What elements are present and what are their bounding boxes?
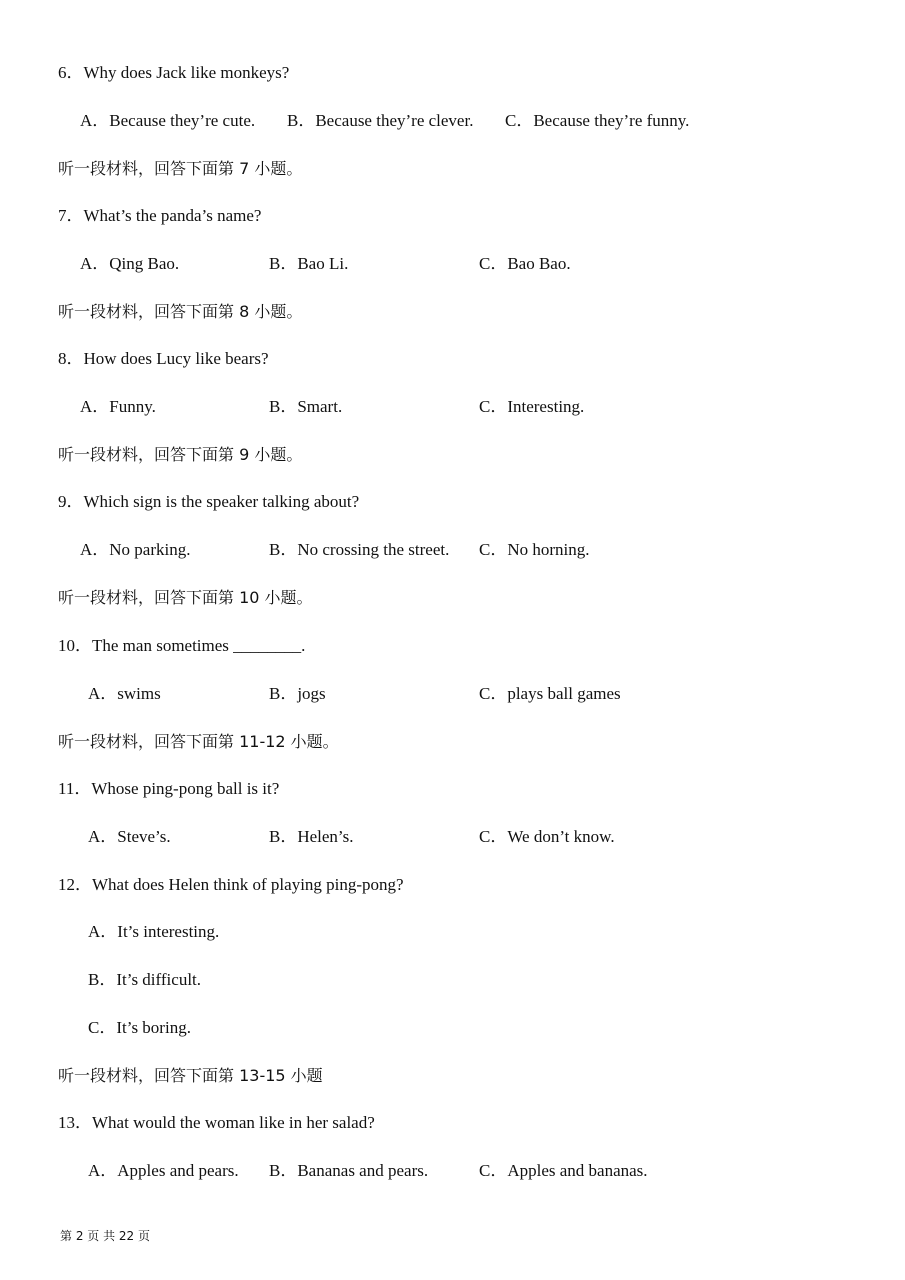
instruction-10: 听一段材料，回答下面第 10 小题。 — [58, 588, 313, 607]
q12-option-a: A．It’s interesting. — [88, 922, 220, 941]
q13-option-c: C．Apples and bananas. — [479, 1161, 648, 1180]
q10-option-a: A．swims — [88, 684, 161, 703]
q9-option-c: C．No horning. — [479, 540, 590, 559]
instruction-8: 听一段材料，回答下面第 8 小题。 — [58, 302, 303, 321]
q10-option-c: C．plays ball games — [479, 684, 621, 703]
q6-option-a: A．Because they’re cute. — [80, 111, 256, 130]
q11-option-c: C．We don’t know. — [479, 827, 615, 846]
q10-option-b: B．jogs — [269, 684, 326, 703]
q9-option-a: A．No parking. — [80, 540, 191, 559]
question-10: 10．The man sometimes ________. — [58, 636, 306, 655]
q8-option-a: A．Funny. — [80, 397, 156, 416]
question-6: 6．Why does Jack like monkeys? — [58, 63, 290, 82]
instruction-13-15: 听一段材料，回答下面第 13-15 小题 — [58, 1066, 323, 1085]
instruction-9: 听一段材料，回答下面第 9 小题。 — [58, 445, 303, 464]
q8-option-b: B．Smart. — [269, 397, 343, 416]
q13-option-a: A．Apples and pears. — [88, 1161, 239, 1180]
q11-option-b: B．Helen’s. — [269, 827, 354, 846]
q11-option-a: A．Steve’s. — [88, 827, 171, 846]
instruction-11-12: 听一段材料，回答下面第 11-12 小题。 — [58, 732, 339, 751]
question-13: 13．What would the woman like in her salad? — [58, 1113, 375, 1132]
question-8: 8．How does Lucy like bears? — [58, 349, 269, 368]
q13-option-b: B．Bananas and pears. — [269, 1161, 429, 1180]
question-11: 11．Whose ping-pong ball is it? — [58, 779, 280, 798]
q12-option-c: C．It’s boring. — [88, 1018, 191, 1037]
q8-option-c: C．Interesting. — [479, 397, 585, 416]
instruction-7: 听一段材料，回答下面第 7 小题。 — [58, 159, 303, 178]
q7-option-b: B．Bao Li. — [269, 254, 349, 273]
question-12: 12．What does Helen think of playing ping-pong? — [58, 875, 404, 894]
q9-option-b: B．No crossing the street. — [269, 540, 450, 559]
q7-option-a: A．Qing Bao. — [80, 254, 180, 273]
q6-option-c: C．Because they’re funny. — [505, 111, 690, 130]
question-9: 9．Which sign is the speaker talking about? — [58, 492, 360, 511]
q7-option-c: C．Bao Bao. — [479, 254, 571, 273]
question-7: 7．What’s the panda’s name? — [58, 206, 262, 225]
q12-option-b: B．It’s difficult. — [88, 970, 202, 989]
page-footer: 第 2 页 共 22 页 — [60, 1229, 150, 1243]
q6-option-b: B．Because they’re clever. — [287, 111, 474, 130]
